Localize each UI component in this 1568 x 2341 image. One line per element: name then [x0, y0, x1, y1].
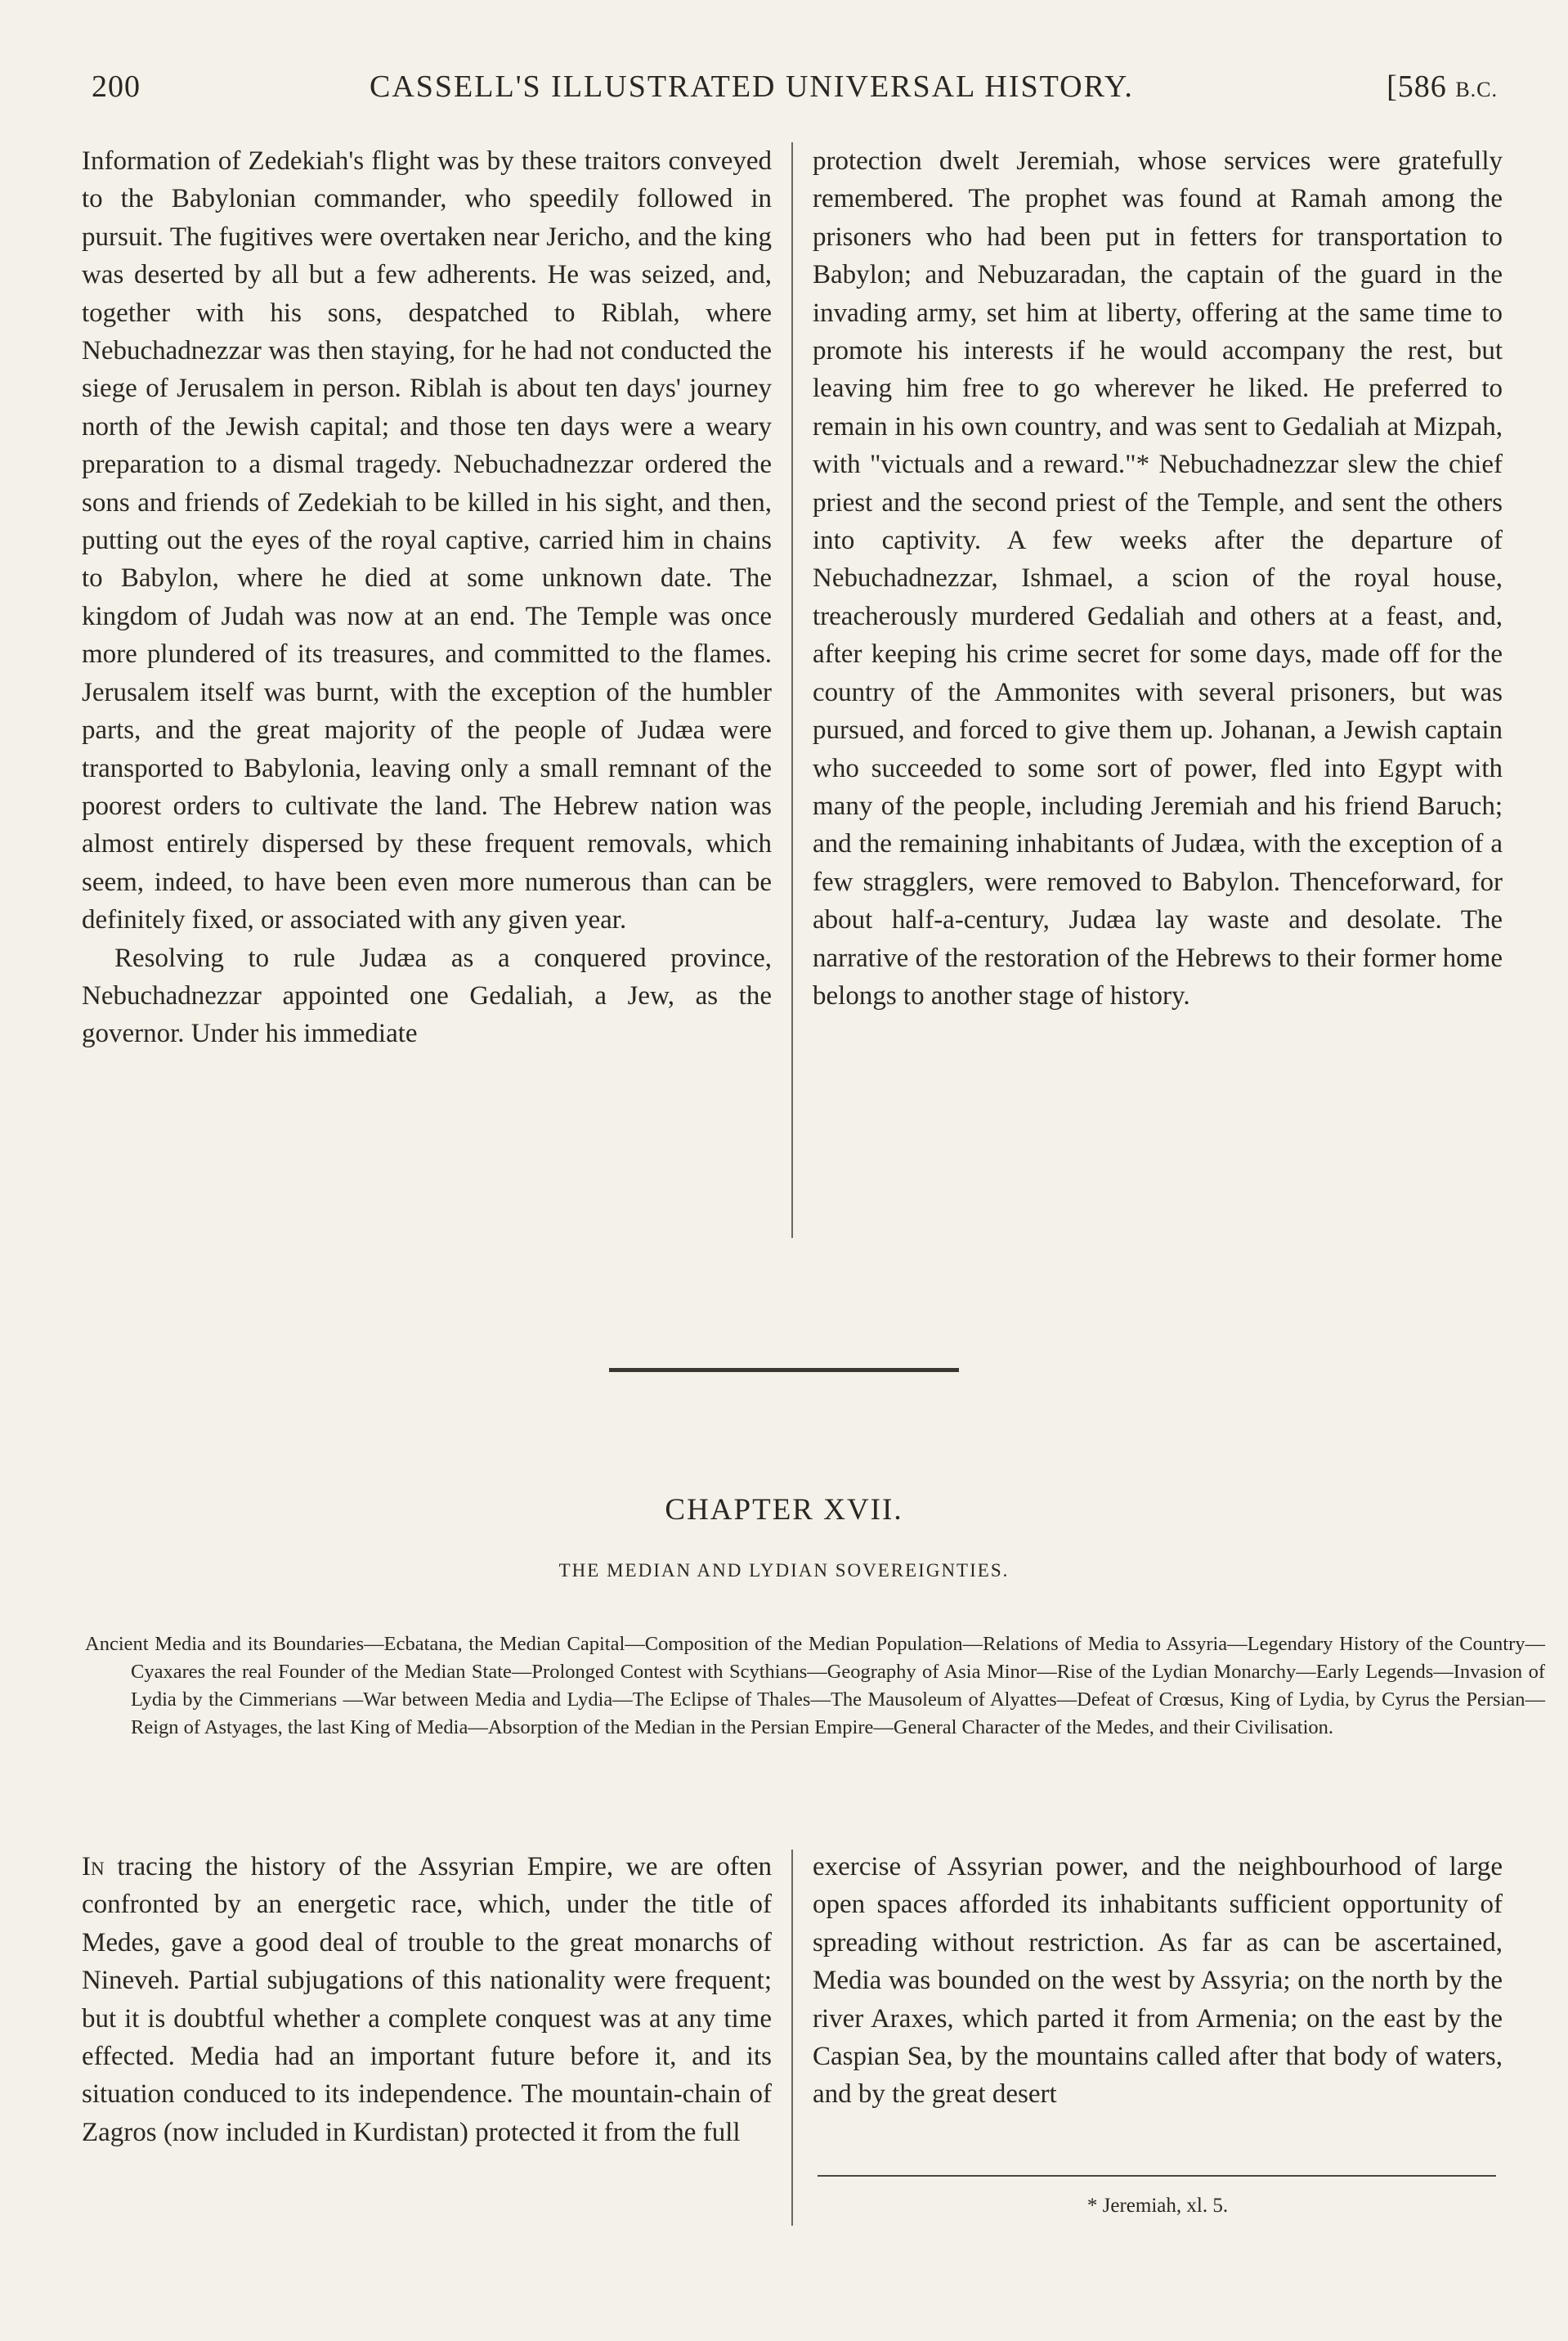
bottom-left-column — [82, 1848, 772, 2151]
paragraph-body: tracing the history of the Assyrian Empire, we are often confronted by an energetic race, which, under the title of Medes, gave a good deal of trouble to the great monarchs of Nineveh. Partial subjugations of this nationality were frequent; but it is doubtful whether a complete conquest was at any time effected. Media had an important future before it, and its situation conduced to its independence. The mountain-chain of Zagros (now included in Kurdistan) protected it from the full — [82, 1852, 773, 2147]
date-year: [586 — [1387, 70, 1447, 104]
top-left-column — [82, 142, 772, 1053]
paragraph: Information of Zedekiah's flight was by these traitors conveyed to the Babylonian commander, who speedily followed in pursuit. The fugitives were overtaken near Jericho, and the king was deserted by all but a few adherents. He was seized, and, together with his sons, despatched to Riblah, where Nebuchadnezzar was then staying, for he had not conducted the siege of Jerusalem in person. Riblah is about ten days' journey north of the Jewish capital; and those ten days were a weary preparation to a dismal tragedy. Nebuchadnezzar ordered the sons and friends of Zedekiah to be killed in his sight, and then, putting out the eyes of the royal captive, carried him in chains to Babylon, where he died at some unknown date. The kingdom of Judah was now at an end. The Temple was once more plundered of its treasures, and committed to the flames. Jerusalem itself was burnt, with the exception of the humbler parts, and the great majority of the people of Judæa were transported to Babylonia, leaving only a small remnant of the poorest orders to cultivate the land. The Hebrew nation was almost entirely dispersed by these frequent removals, which seem, indeed, to have been even more numerous than can be definitely fixed, or associated with any given year. — [82, 146, 772, 935]
running-title: CASSELL'S ILLUSTRATED UNIVERSAL HISTORY. — [370, 70, 1134, 104]
paragraph: Resolving to rule Judæa as a conquered province, Nebuchadnezzar appointed one Gedaliah, a Jew, as the governor. Under his immediate — [82, 943, 772, 1049]
column-divider — [791, 142, 793, 1238]
paragraph: protection dwelt Jeremiah, whose services were gratefully remembered. The prophet was found at Ramah among the prisoners who had been put in fetters for transportation to Babylon; and Nebuzaradan, the captain of the guard in the invading army, set him at liberty, offering at the same time to promote his interests if he would accompany the rest, but leaving him free to go wherever he liked. He preferred to remain in his own country, and was sent to Gedaliah at Mizpah, with "victuals and a reward."* Nebuchadnezzar slew the chief priest and the second priest of the Temple, and sent the others into captivity. A few weeks after the departure of Nebuchadnezzar, Ishmael, a scion of the royal house, treacherously murdered Gedaliah and others at a feast, and, after keeping his crime secret for some days, made off for the country of the Ammonites with several prisoners, but was pursued, and forced to give them up. Johanan, a Jewish captain who succeeded to some sort of power, fled into Egypt with many of the people, including Jeremiah and his friend Baruch; and the remaining inhabitants of Judæa, with the exception of a few stragglers, were removed to Babylon. Thenceforward, for about half-a-century, Judæa lay waste and desolate. The narrative of the restoration of the Hebrews to their former home belongs to another stage of history. — [813, 146, 1503, 1011]
chapter-title: CHAPTER XVII. — [665, 1493, 903, 1527]
footnote-rule — [818, 2175, 1496, 2177]
paragraph — [82, 1848, 772, 2151]
date-reference — [1387, 69, 1498, 105]
page-header — [92, 69, 1498, 118]
page-number: 200 — [92, 70, 141, 104]
lead-word: In — [82, 1852, 105, 1881]
footnote: * Jeremiah, xl. 5. — [1086, 2195, 1229, 2217]
top-right-column — [813, 142, 1503, 1015]
column-divider — [791, 1850, 793, 2226]
date-era: B.C. — [1455, 78, 1498, 101]
chapter-synopsis: Ancient Media and its Boundaries—Ecbatana, the Median Capital—Composition of the Median Population—Relations of Media to Assyria—Legendary History of the Country—Cyaxares the real Founder of the Median State—Prolonged Contest with Scythians—Geography of Asia Minor—Rise of the Lydian Monarchy—Early Legends—Invasion of Lydia by the Cimmerians —War between Media and Lydia—The Eclipse of Thales—The Mausoleum of Alyattes—Defeat of Crœsus, King of Lydia, by Cyrus the Persian—Reign of Astyages, the last King of Media—Absorption of the Median in the Persian Empire—General Character of the Medes, and their Civilisation. — [85, 1633, 1545, 1738]
chapter-subtitle: THE MEDIAN AND LYDIAN SOVEREIGNTIES. — [558, 1560, 1010, 1581]
bottom-right-column — [813, 1848, 1503, 2114]
chapter-separator-rule — [609, 1368, 959, 1372]
paragraph: exercise of Assyrian power, and the neighbourhood of large open spaces afforded its inhabitants sufficient opportunity of spreading without restriction. As far as can be ascertained, Media was bounded on the west by Assyria; on the north by the river Araxes, which parted it from Armenia; on the east by the Caspian Sea, by the mountains called after that body of waters, and by the great desert — [813, 1852, 1503, 2110]
